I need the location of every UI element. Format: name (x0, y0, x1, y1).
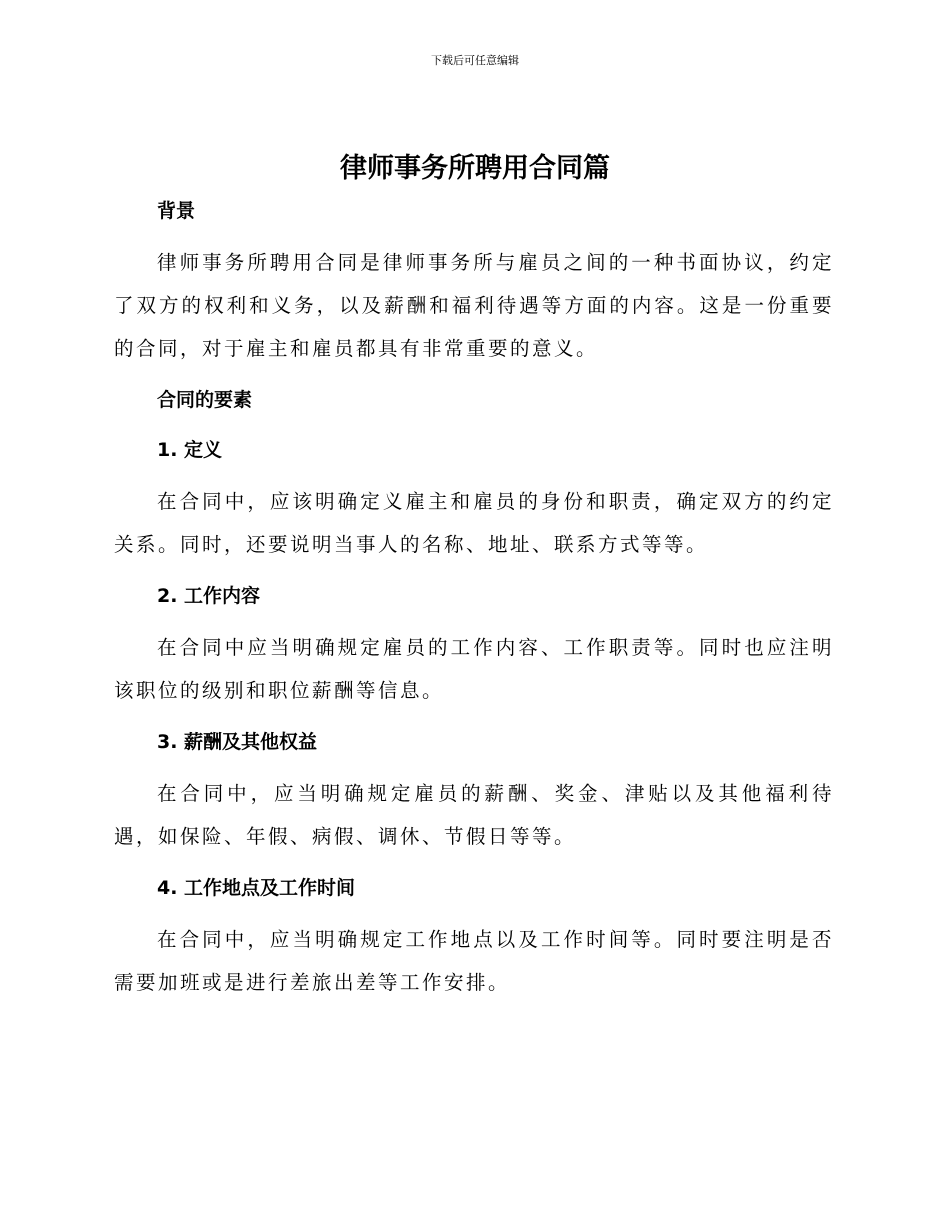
section-heading-background: 背景 (157, 200, 196, 222)
section-heading-contract-elements: 合同的要素 (157, 389, 253, 411)
section-heading-compensation: 3. 薪酬及其他权益 (157, 731, 318, 753)
section-paragraph-compensation: 在合同中，应当明确规定雇员的薪酬、奖金、津贴以及其他福利待遇，如保险、年假、病假、调休、节假日等等。 (114, 782, 834, 848)
section-heading-definition: 1. 定义 (157, 439, 223, 461)
section-paragraph-workplace-hours: 在合同中，应当明确规定工作地点以及工作时间等。同时要注明是否需要加班或是进行差旅出差等工作安排。 (114, 928, 834, 994)
section-paragraph-work-content: 在合同中应当明确规定雇员的工作内容、工作职责等。同时也应注明该职位的级别和职位薪酬等信息。 (114, 636, 834, 702)
section-heading-work-content: 2. 工作内容 (157, 585, 261, 607)
section-heading-workplace-hours: 4. 工作地点及工作时间 (157, 877, 356, 899)
section-paragraph-definition: 在合同中，应该明确定义雇主和雇员的身份和职责，确定双方的约定关系。同时，还要说明当事人的名称、地址、联系方式等等。 (114, 490, 834, 556)
section-paragraph-background: 律师事务所聘用合同是律师事务所与雇员之间的一种书面协议，约定了双方的权利和义务，以及薪酬和福利待遇等方面的内容。这是一份重要的合同，对于雇主和雇员都具有非常重要的意义。 (114, 251, 834, 360)
page-header: 下载后可任意编辑 (431, 54, 519, 67)
document-title: 律师事务所聘用合同篇 (340, 153, 610, 184)
